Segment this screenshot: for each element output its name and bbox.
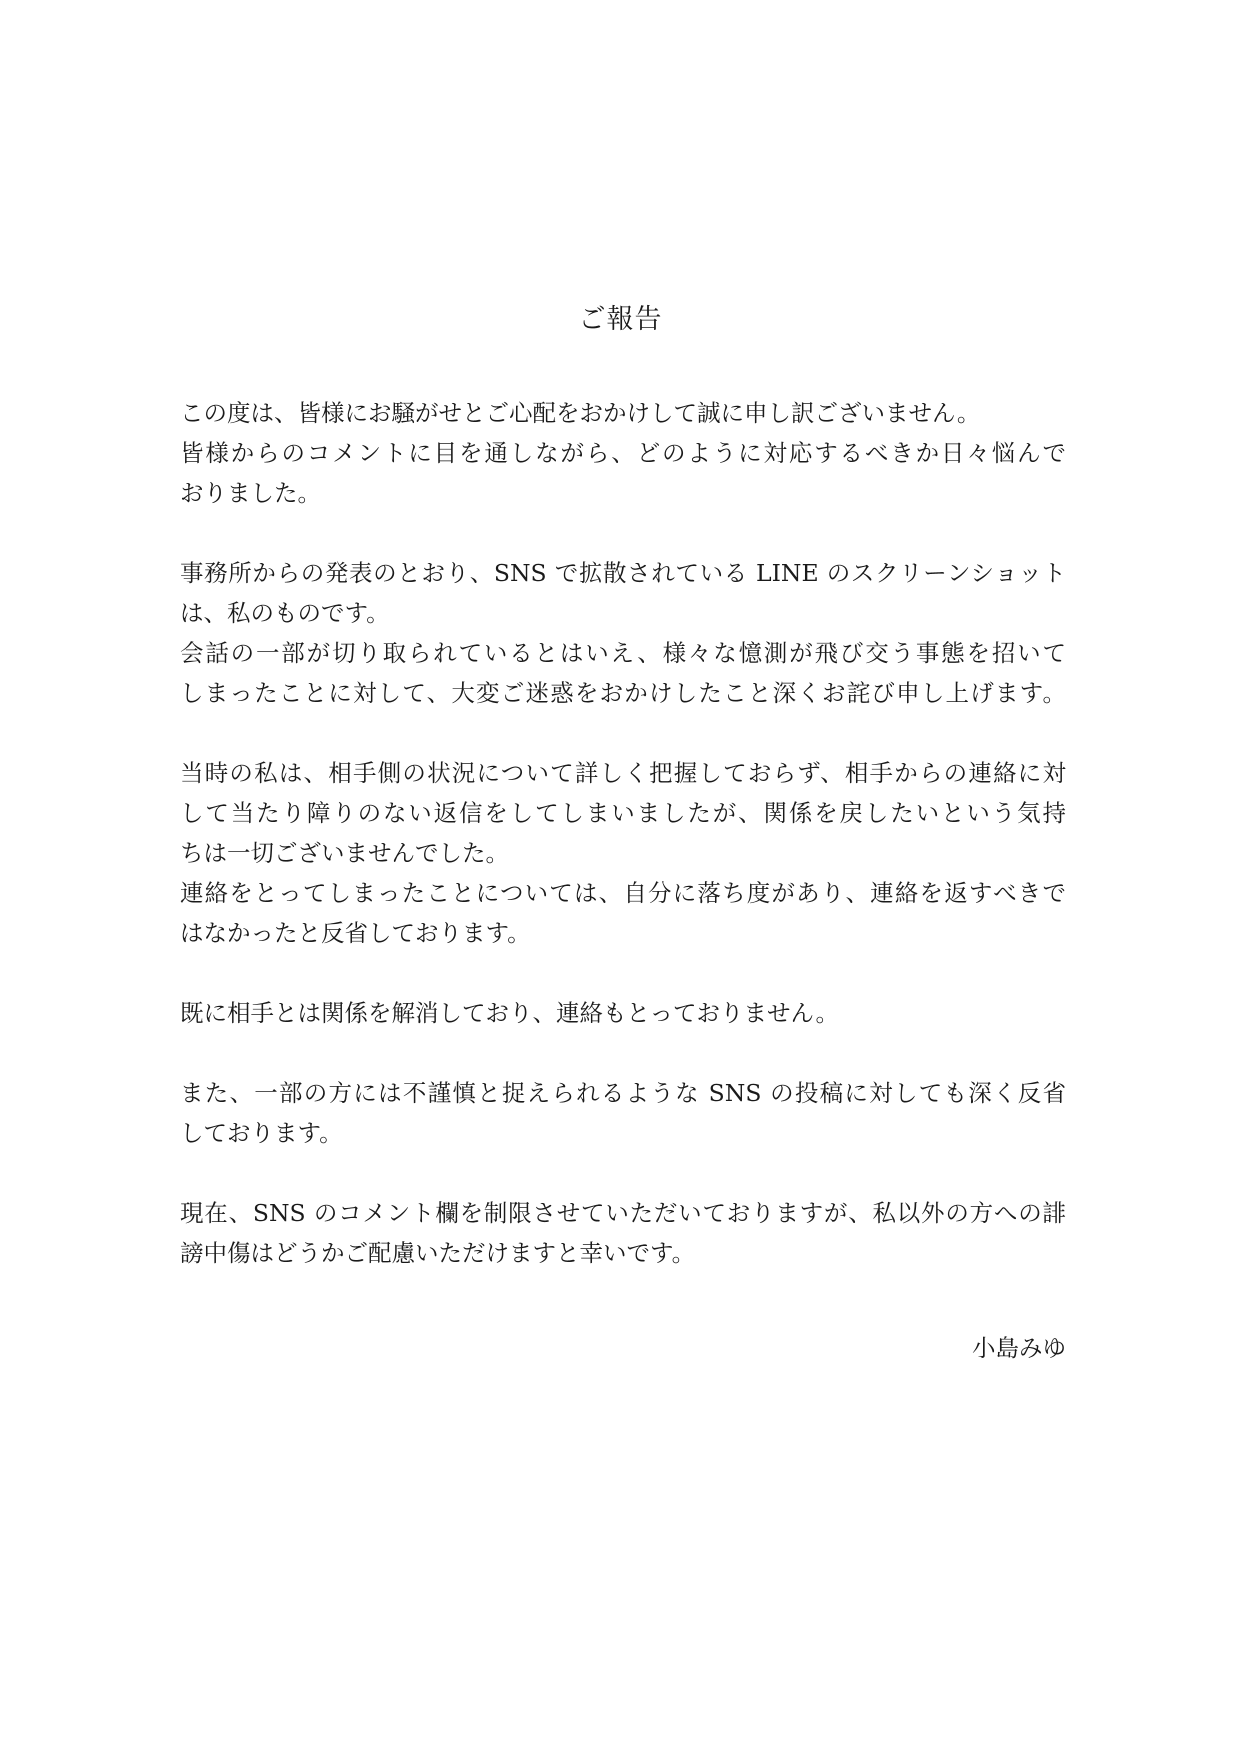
paragraph-3: [180, 753, 1066, 953]
document-title: ご報告: [578, 304, 663, 335]
paragraph-gap: [180, 513, 1066, 553]
paragraph-1: [180, 393, 1066, 513]
paragraph-line: はなかったと反省しております。: [180, 919, 531, 947]
paragraph-6: [180, 1193, 1066, 1273]
paragraph-4: [180, 993, 1066, 1033]
paragraph-line: 当時の私は、相手側の状況について詳しく把握しておらず、相手からの連絡に対: [180, 759, 1066, 787]
paragraph-gap: [180, 1033, 1066, 1073]
document-body: [180, 393, 1066, 1273]
paragraph-line: 事務所からの発表のとおり、SNS で拡散されている LINE のスクリーンショット: [180, 559, 1066, 587]
paragraph-line: この度は、皆様にお騒がせとご心配をおかけして誠に申し訳ございません。: [180, 399, 981, 427]
paragraph-line: 謗中傷はどうかご配慮いただけますと幸いです。: [180, 1239, 696, 1267]
paragraph-2: [180, 553, 1066, 713]
paragraph-5: [180, 1073, 1066, 1153]
paragraph-line: 現在、SNS のコメント欄を制限させていただいておりますが、私以外の方への誹: [180, 1199, 1066, 1227]
paragraph-line: 会話の一部が切り取られているとはいえ、様々な憶測が飛び交う事態を招いて: [180, 639, 1066, 667]
paragraph-gap: [180, 1153, 1066, 1193]
signature: 小島みゆ: [972, 1334, 1066, 1362]
paragraph-line: しまったことに対して、大変ご迷惑をおかけしたこと深くお詫び申し上げます。: [180, 679, 1066, 707]
paragraph-line: して当たり障りのない返信をしてしまいましたが、関係を戻したいという気持: [180, 799, 1066, 827]
paragraph-line: おりました。: [180, 479, 321, 507]
paragraph-gap: [180, 953, 1066, 993]
paragraph-line: は、私のものです。: [180, 599, 390, 627]
paragraph-line: しております。: [180, 1119, 343, 1147]
paragraph-line: また、一部の方には不謹慎と捉えられるような SNS の投稿に対しても深く反省: [180, 1079, 1066, 1107]
paragraph-line: 連絡をとってしまったことについては、自分に落ち度があり、連絡を返すべきで: [180, 879, 1066, 907]
paragraph-line: 既に相手とは関係を解消しており、連絡もとっておりません。: [180, 999, 839, 1027]
paragraph-line: 皆様からのコメントに目を通しながら、どのように対応するべきか日々悩んで: [180, 439, 1066, 467]
paragraph-gap: [180, 713, 1066, 753]
paragraph-line: ちは一切ございませんでした。: [180, 839, 509, 867]
